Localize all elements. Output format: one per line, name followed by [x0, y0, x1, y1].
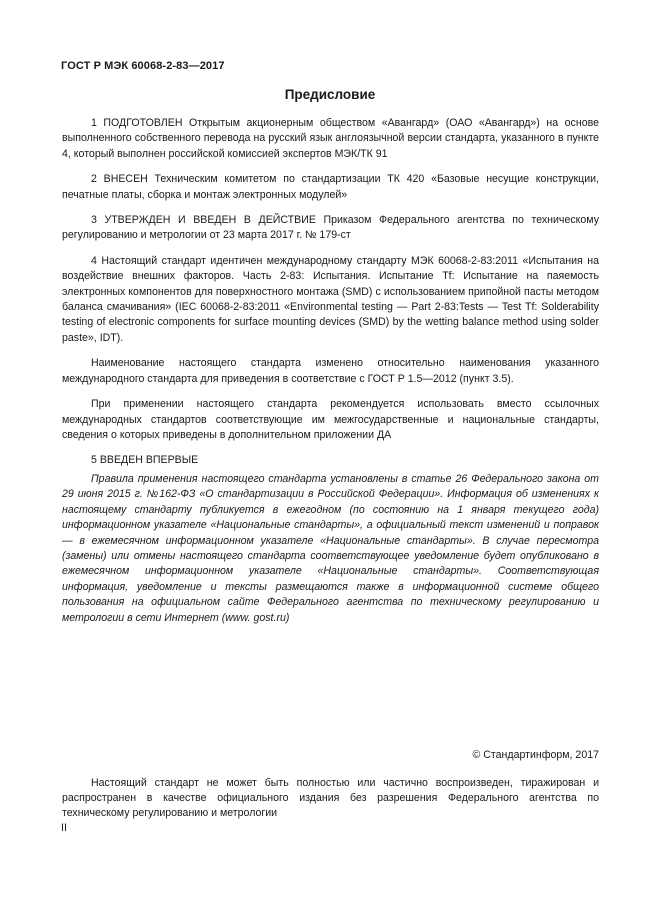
application-rules-notice: Правила применения настоящего стандарта установлены в статье 26 Федерального закона от 29 июня 2015 г. №162-ФЗ «О стандартизации в Российской Федерации». Информация об изменениях к настоящему стандарту публикуется в ежегодном (по состоянию на 1 января текущего года) информационном указателе «Национальные стандарты», а официальный текст изменений и поправок — в ежемесячном информационном указателе «Национальные стандарты». В случае пересмотра (замены) или отмены настоящего стандарта соответствующее уведомление будет опубликовано в ежемесячном информационном указателе «Национальные стандарты». Соответствующая информация, уведомление и тексты размещаются также в информационной системе общего пользования на официальном сайте Федерального агентства по техническому регулированию и метрологии в сети Интернет (www. gost.ru): [62, 473, 599, 624]
paragraph-name-changed: Наименование настоящего стандарта изменено относительно наименования указанного международного стандарта для приведения в соответствие с ГОСТ Р 1.5—2012 (пункт 3.5).: [62, 357, 599, 385]
paragraph-approved: 3 УТВЕРЖДЕН И ВВЕДЕН В ДЕЙСТВИЕ Приказом Федерального агентства по техническому регулированию и метрологии от 23 марта 2017 г. № 179-ст: [62, 214, 599, 242]
paragraph-introduced: 2 ВНЕСЕН Техническим комитетом по стандартизации ТК 420 «Базовые несущие конструкции, печатные платы, сборка и монтаж электронных модулей»: [62, 173, 599, 201]
paragraph-prepared: 1 ПОДГОТОВЛЕН Открытым акционерным обществом «Авангард» (ОАО «Авангард») на основе выполненного собственного перевода на русский язык англоязычной версии стандарта, указанного в пункте 4, который выполнен российской комиссией экспертов МЭК/ТК 91: [62, 117, 599, 160]
page-number: II: [61, 822, 67, 834]
paragraph-identical: 4 Настоящий стандарт идентичен международному стандарту МЭК 60068-2-83:2011 «Испытания на воздействие внешних факторов. Часть 2-83: Испытания. Испытание Tf: Испытание на паяемость электронных компонентов для поверхностного монтажа (SMD) с использованием припойной пасты методом баланса смачивания» (IEC 60068-2-83:2011 «Environmental testing — Part 2-83:Tests — Test Tf: Solderability testing of electronic components for surface mounting devices (SMD) by the wetting balance method using solder paste», IDT).: [62, 254, 599, 344]
copyright-line: © Стандартинформ, 2017: [472, 749, 599, 761]
reproduction-notice: Настоящий стандарт не может быть полностью или частично воспроизведен, тиражирован и распространен в качестве официального издания без разрешения Федерального агентства по техническому регулированию и метрологии: [62, 777, 599, 819]
paragraph-first-introduced: 5 ВВЕДЕН ВПЕРВЫЕ: [91, 454, 199, 467]
document-code: ГОСТ Р МЭК 60068-2-83—2017: [61, 60, 225, 72]
page-title: Предисловие: [284, 87, 376, 102]
paragraph-references: При применении настоящего стандарта рекомендуется использовать вместо ссылочных международных стандартов соответствующие им межгосударственные и национальные стандарты, сведения о которых приведены в дополнительном приложении ДА: [62, 398, 599, 441]
foreword-body: [62, 116, 599, 479]
